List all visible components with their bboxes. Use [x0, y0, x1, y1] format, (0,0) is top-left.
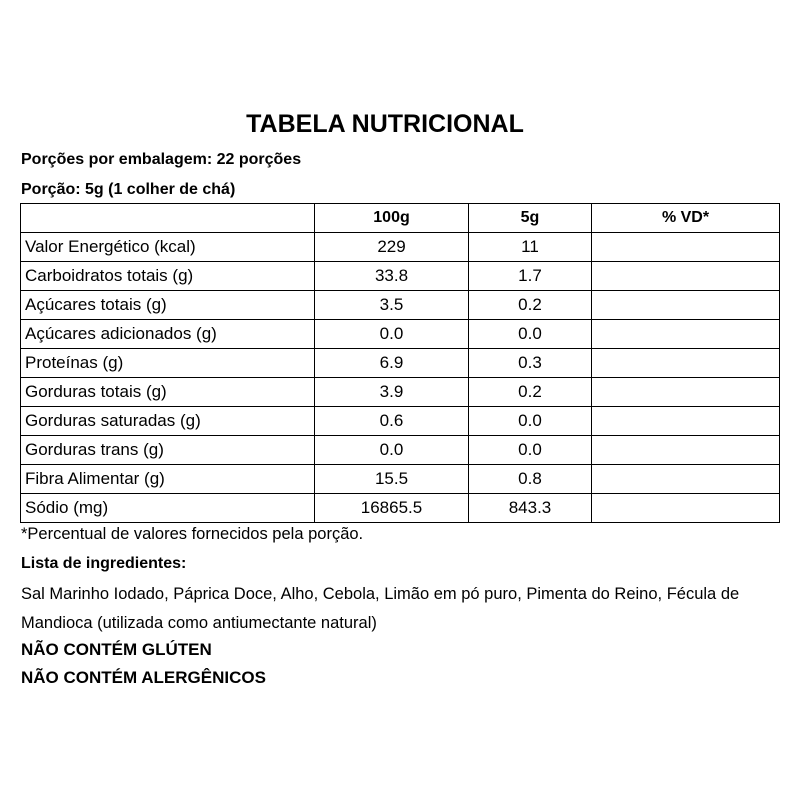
table-row	[21, 291, 780, 320]
header-nutrient	[21, 204, 315, 233]
table-row	[21, 262, 780, 291]
nutrient-label: Fibra Alimentar (g)	[21, 465, 315, 494]
table-row	[21, 407, 780, 436]
nutrient-label: Proteínas (g)	[21, 349, 315, 378]
table-header-row	[21, 204, 780, 233]
value-per-100g: 0.0	[315, 320, 469, 349]
gluten-free-claim: NÃO CONTÉM GLÚTEN	[21, 640, 212, 659]
table-row	[21, 233, 780, 262]
value-per-100g: 15.5	[315, 465, 469, 494]
header-per-5g: 5g	[469, 204, 592, 233]
nutrient-label: Valor Energético (kcal)	[21, 233, 315, 262]
daily-value	[592, 465, 780, 494]
value-per-100g: 229	[315, 233, 469, 262]
nutrient-label: Gorduras saturadas (g)	[21, 407, 315, 436]
nutrition-table	[20, 203, 780, 523]
daily-value	[592, 378, 780, 407]
daily-value	[592, 407, 780, 436]
value-per-100g: 6.9	[315, 349, 469, 378]
value-per-5g: 0.0	[469, 320, 592, 349]
nutrient-label: Gorduras totais (g)	[21, 378, 315, 407]
portion-size: Porção: 5g (1 colher de chá)	[21, 181, 236, 198]
value-per-5g: 0.2	[469, 378, 592, 407]
value-per-100g: 0.6	[315, 407, 469, 436]
value-per-100g: 3.5	[315, 291, 469, 320]
daily-value	[592, 320, 780, 349]
allergen-free-claim: NÃO CONTÉM ALERGÊNICOS	[21, 668, 266, 687]
daily-value	[592, 436, 780, 465]
value-per-100g: 16865.5	[315, 494, 469, 523]
value-per-5g: 843.3	[469, 494, 592, 523]
header-daily-value: % VD*	[592, 204, 780, 233]
header-per-100g: 100g	[315, 204, 469, 233]
nutrient-label: Gorduras trans (g)	[21, 436, 315, 465]
ingredients-text: Sal Marinho Iodado, Páprica Doce, Alho, Cebola, Limão em pó puro, Pimenta do Reino, Fécula de Mandioca (utilizada como antiumectante natural)	[21, 585, 740, 632]
value-per-5g: 0.8	[469, 465, 592, 494]
value-per-100g: 0.0	[315, 436, 469, 465]
value-per-5g: 11	[469, 233, 592, 262]
table-row	[21, 465, 780, 494]
daily-value	[592, 349, 780, 378]
daily-value	[592, 262, 780, 291]
nutrient-label: Açúcares totais (g)	[21, 291, 315, 320]
table-row	[21, 378, 780, 407]
servings-per-package: Porções por embalagem: 22 porções	[21, 151, 302, 168]
value-per-5g: 0.0	[469, 436, 592, 465]
daily-value	[592, 291, 780, 320]
value-per-100g: 3.9	[315, 378, 469, 407]
nutrient-label: Açúcares adicionados (g)	[21, 320, 315, 349]
page-title: TABELA NUTRICIONAL	[246, 110, 524, 138]
nutrient-label: Sódio (mg)	[21, 494, 315, 523]
daily-value	[592, 494, 780, 523]
daily-value	[592, 233, 780, 262]
value-per-100g: 33.8	[315, 262, 469, 291]
table-row	[21, 494, 780, 523]
table-row	[21, 320, 780, 349]
footnote: *Percentual de valores fornecidos pela porção.	[21, 525, 364, 543]
ingredients-title: Lista de ingredientes:	[21, 555, 187, 572]
table-row	[21, 349, 780, 378]
nutrient-label: Carboidratos totais (g)	[21, 262, 315, 291]
value-per-5g: 0.0	[469, 407, 592, 436]
table-row	[21, 436, 780, 465]
value-per-5g: 0.2	[469, 291, 592, 320]
value-per-5g: 0.3	[469, 349, 592, 378]
value-per-5g: 1.7	[469, 262, 592, 291]
